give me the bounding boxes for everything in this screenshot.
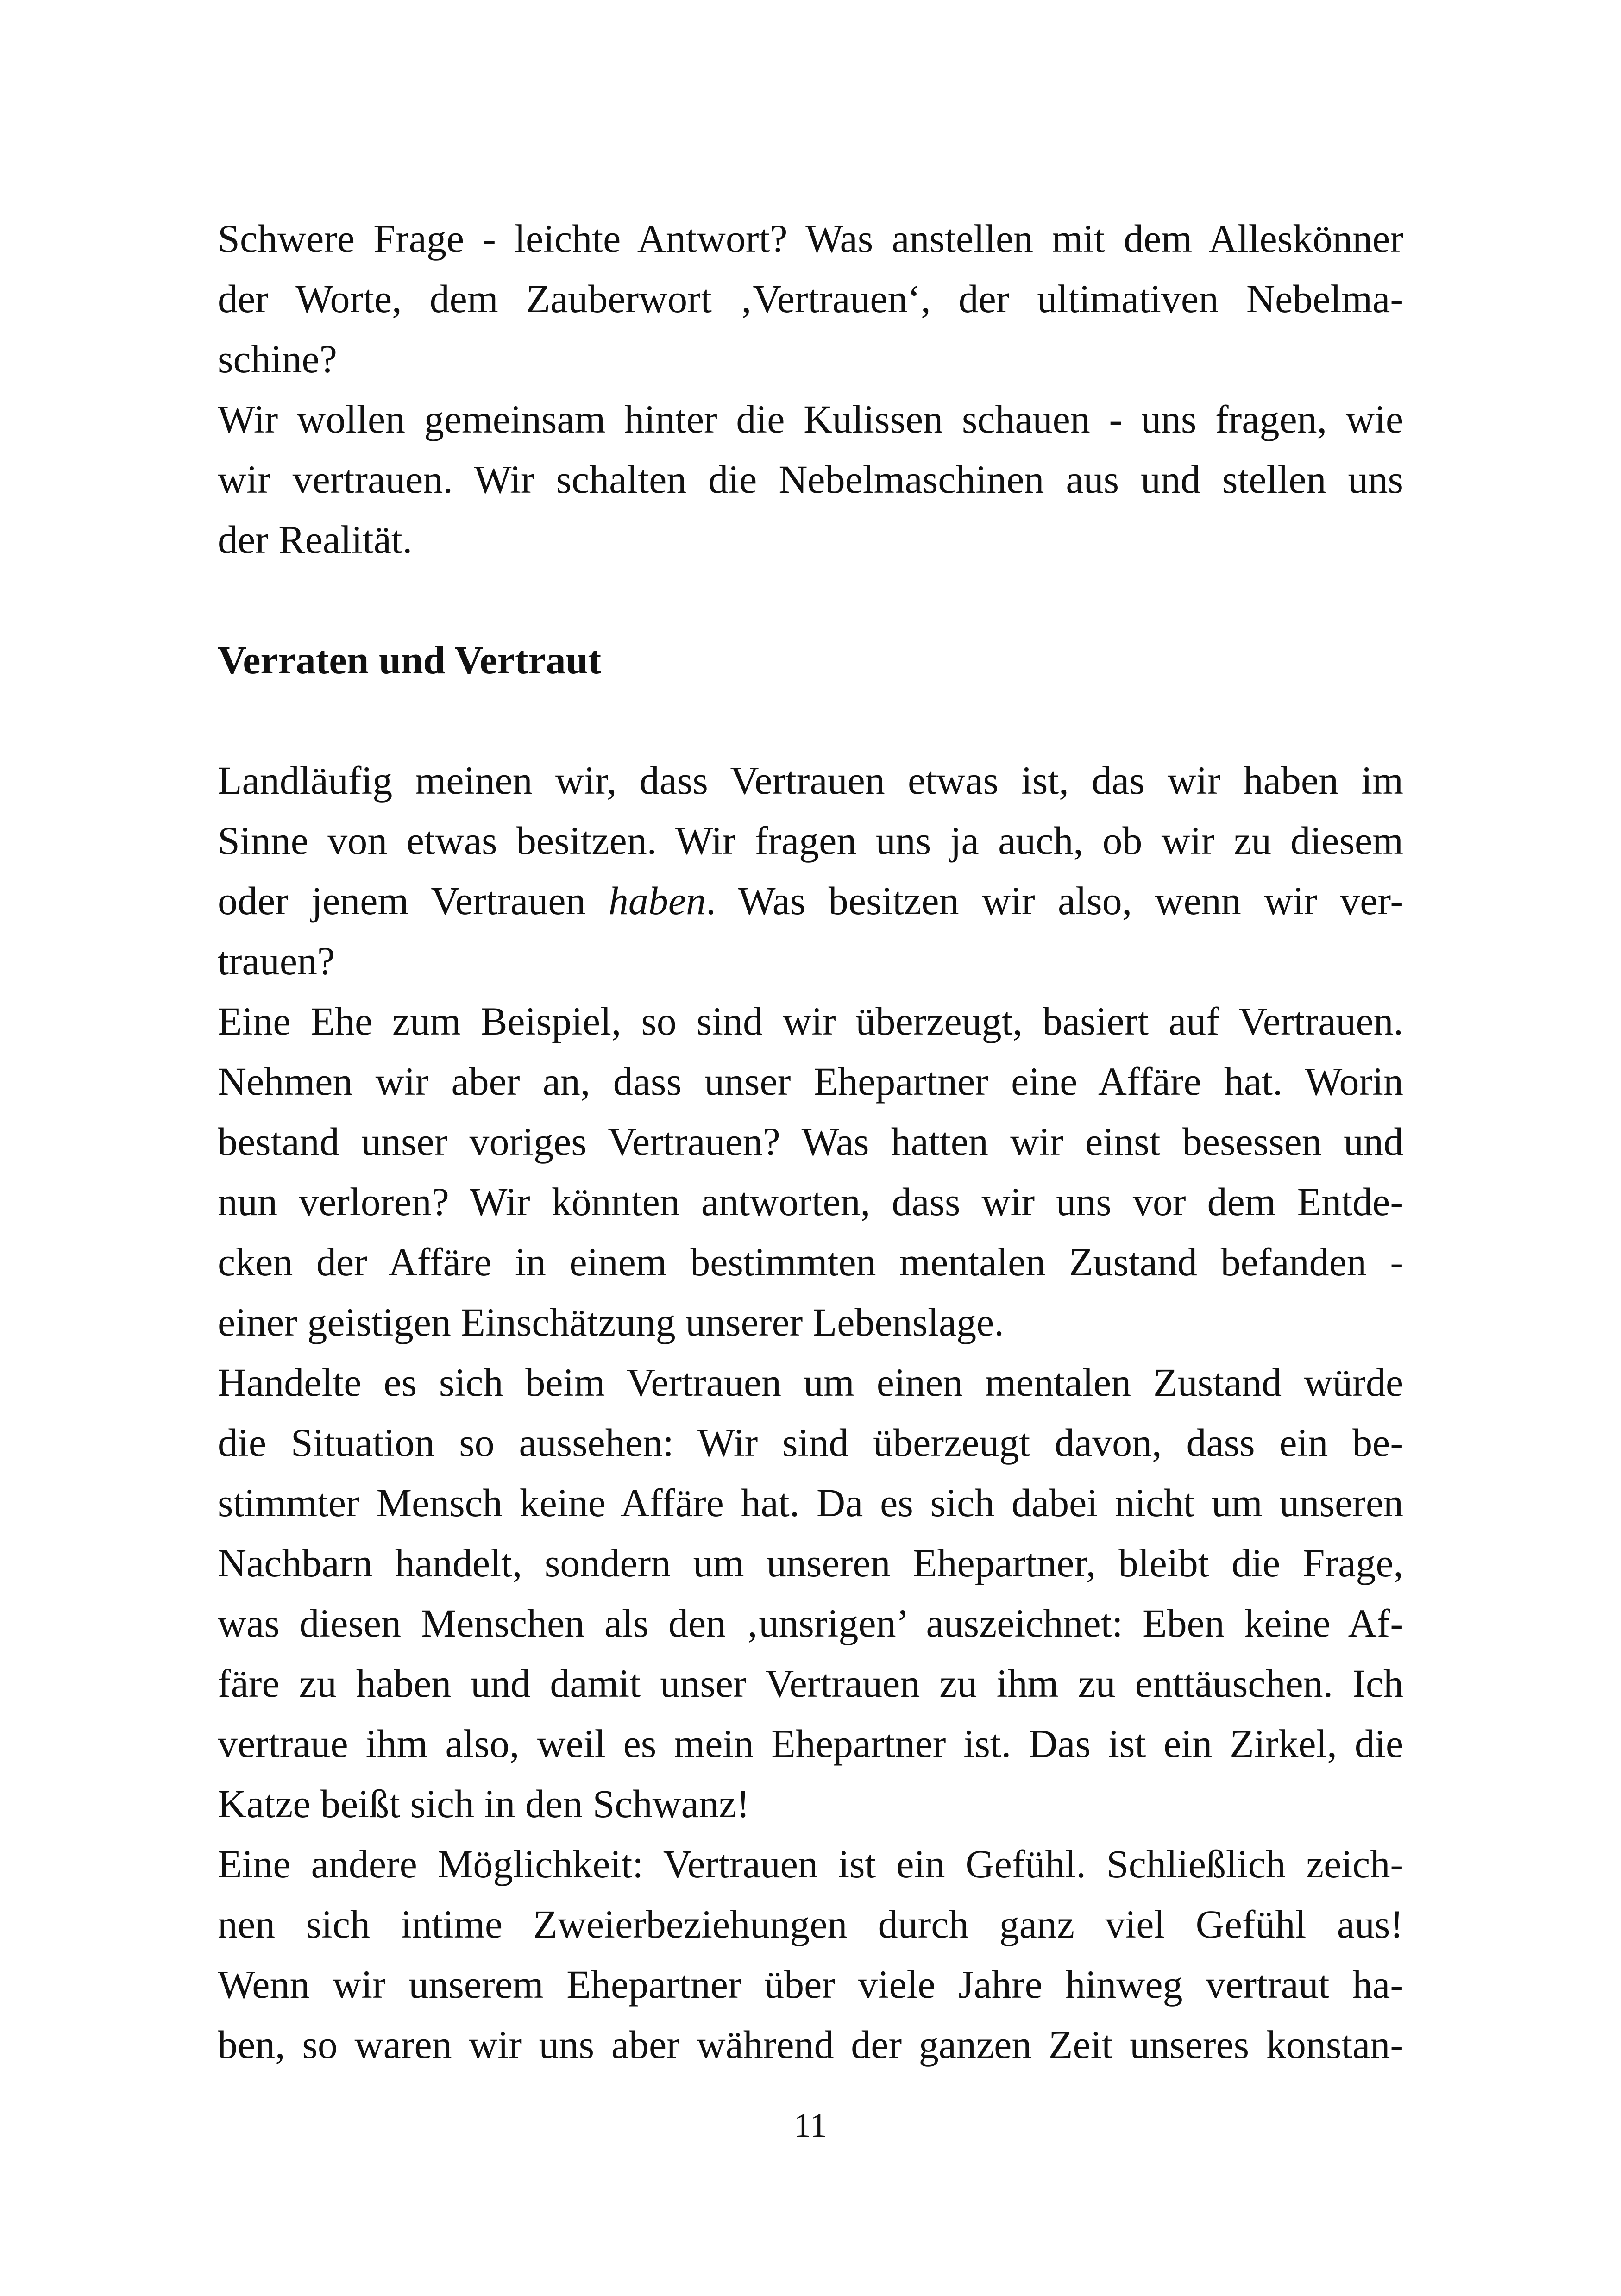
text-line: was diesen Menschen als den ‚unsrigen’ auszeichnet: Eben keine Af- <box>218 1601 1403 1645</box>
text-line: Handelte es sich beim Vertrauen um einen mentalen Zustand würde <box>218 1360 1403 1405</box>
emphasized-word: haben <box>608 878 706 923</box>
text-line: Wir wollen gemeinsam hinter die Kulissen schauen - uns fragen, wie <box>218 397 1403 441</box>
page-number: 11 <box>794 2107 827 2145</box>
text-line: Nachbarn handelt, sondern um unseren Ehepartner, bleibt die Frage, <box>218 1541 1403 1585</box>
text-line: einer geistigen Einschätzung unserer Lebenslage. <box>218 1300 1004 1344</box>
text-line: stimmter Mensch keine Affäre hat. Da es sich dabei nicht um unseren <box>218 1480 1403 1525</box>
text-line: Eine Ehe zum Beispiel, so sind wir überzeugt, basiert auf Vertrauen. <box>218 999 1403 1043</box>
text-line: Nehmen wir aber an, dass unser Ehepartner eine Affäre hat. Worin <box>218 1059 1403 1104</box>
text-line: Landläufig meinen wir, dass Vertrauen etwas ist, das wir haben im <box>218 758 1403 803</box>
text-line: der Realität. <box>218 517 413 562</box>
text-line: trauen? <box>218 939 335 983</box>
text-line: nen sich intime Zweierbeziehungen durch ganz viel Gefühl aus! <box>218 1902 1403 1946</box>
text-line: Katze beißt sich in den Schwanz! <box>218 1782 750 1826</box>
text-line: wir vertrauen. Wir schalten die Nebelmaschinen aus und stellen uns <box>218 457 1403 502</box>
paragraph-intro <box>218 208 1403 570</box>
text-line: nun verloren? Wir könnten antworten, dass wir uns vor dem Entde- <box>218 1179 1403 1224</box>
text-line: die Situation so aussehen: Wir sind überzeugt davon, dass ein be- <box>218 1420 1403 1465</box>
paragraph-body <box>218 750 1403 2075</box>
text-line: cken der Affäre in einem bestimmten mentalen Zustand befanden - <box>218 1240 1403 1284</box>
text-line-with-emphasis <box>218 871 1403 931</box>
text-line: vertraue ihm also, weil es mein Ehepartner ist. Das ist ein Zirkel, die <box>218 1721 1403 1766</box>
section-heading: Verraten und Vertraut <box>218 638 602 682</box>
text-line: Schwere Frage - leichte Antwort? Was anstellen mit dem Alleskönner <box>218 216 1403 261</box>
text-run: oder jenem Vertrauen <box>218 878 609 923</box>
text-line: schine? <box>218 337 337 381</box>
text-line: färe zu haben und damit unser Vertrauen zu ihm zu enttäuschen. Ich <box>218 1661 1403 1706</box>
text-line: Sinne von etwas besitzen. Wir fragen uns ja auch, ob wir zu diesem <box>218 818 1403 863</box>
text-line: Wenn wir unserem Ehepartner über viele Jahre hinweg vertraut ha- <box>218 1962 1403 2007</box>
text-line: bestand unser voriges Vertrauen? Was hatten wir einst besessen und <box>218 1119 1403 1164</box>
text-line: Eine andere Möglichkeit: Vertrauen ist ein Gefühl. Schließlich zeich- <box>218 1842 1403 1886</box>
text-line: der Worte, dem Zauberwort ‚Vertrauen‘, der ultimativen Nebelma- <box>218 276 1403 321</box>
text-run: . Was besitzen wir also, wenn wir ver- <box>706 878 1403 923</box>
text-line: ben, so waren wir uns aber während der ganzen Zeit unseres konstan- <box>218 2022 1403 2067</box>
